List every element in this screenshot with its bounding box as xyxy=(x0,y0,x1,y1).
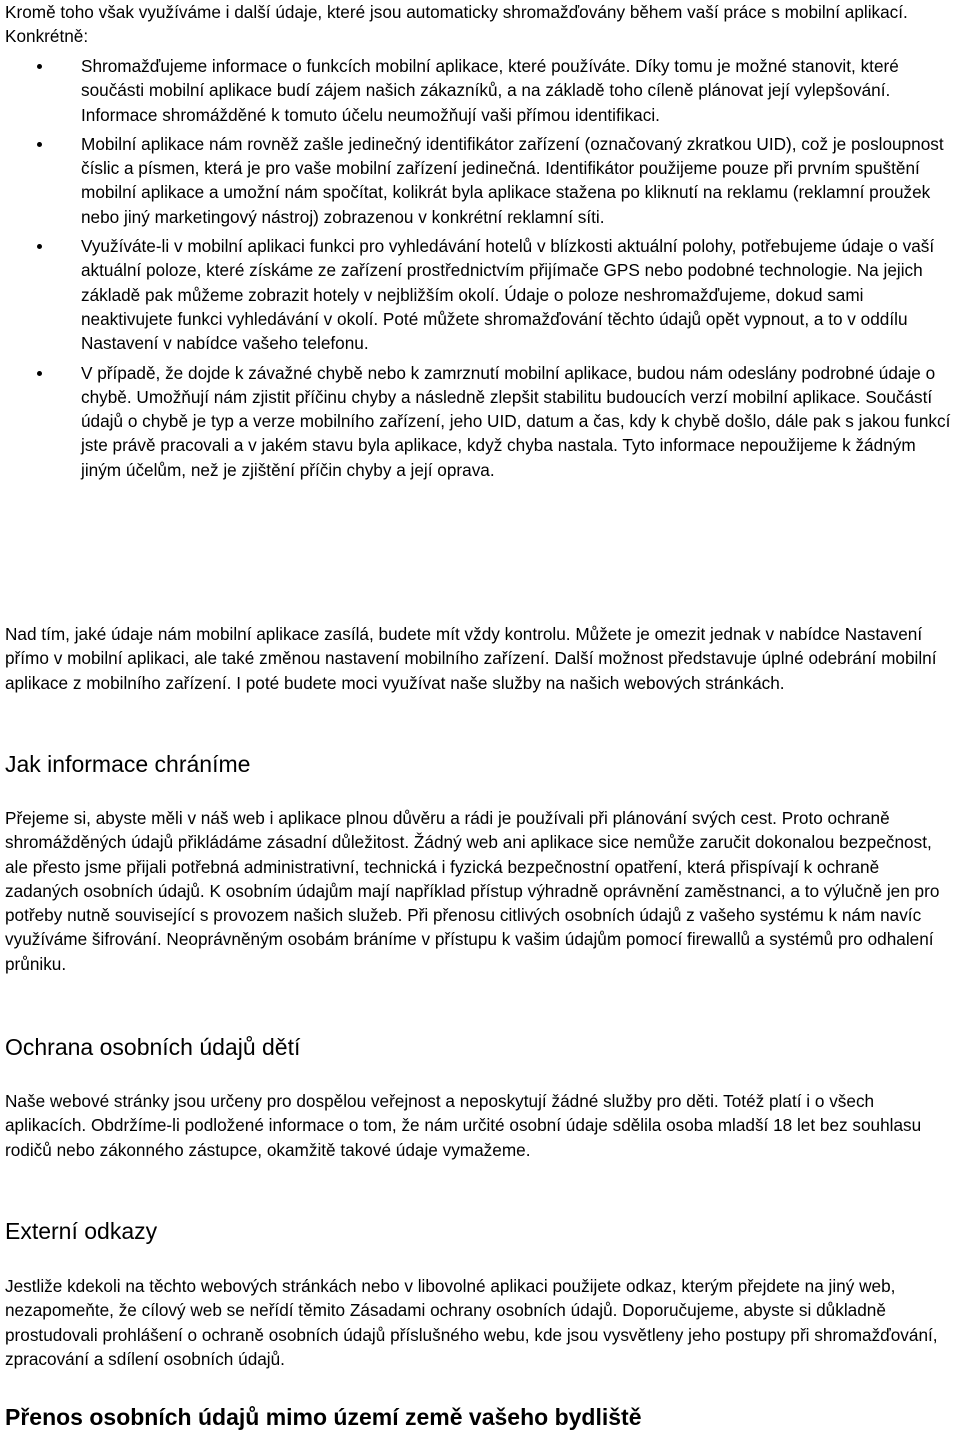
list-item xyxy=(0,361,960,482)
section-heading-protection: Jak informace chráníme xyxy=(5,751,251,777)
list-item-text: Využíváte-li v mobilní aplikaci funkci pro vyhledávání hotelů v blízkosti aktuální polohy, potřebujeme údaje o vaší aktuální poloze, které získáme ze zařízení prostřednictvím přijímače GPS nebo podobné technologie. Na jejich základě pak můžeme zobrazit hotely v nejbližším okolí. Údaje o poloze neshromažďujeme, dokud sami neaktivujete funkci vyhledávání v okolí. Poté můžete shromažďování těchto údajů opět vypnout, a to v oddílu Nastavení v nabídce vašeho telefonu. xyxy=(81,236,935,354)
list-item xyxy=(0,234,960,355)
intro-paragraph: Kromě toho však využíváme i další údaje, které jsou automaticky shromažďovány během vaší práce s mobilní aplikací. Konkrétně: xyxy=(5,2,908,47)
list-item xyxy=(0,54,960,127)
list-item xyxy=(0,132,960,229)
section-heading-transfer: Přenos osobních údajů mimo území země vašeho bydliště xyxy=(5,1404,642,1430)
list-item-text: V případě, že dojde k závažné chybě nebo k zamrznutí mobilní aplikace, budou nám odeslány podrobné údaje o chybě. Umožňují nám zjistit příčinu chyby a následně zlepšit stabilitu budoucích verzí mobilní aplikace. Součástí údajů o chybě je typ a verze mobilního zařízení, jeho UID, datum a čas, kdy k chybě došlo, dále pak s jakou funkcí jste právě pracovali a v jakém stavu byla aplikace, když chyba nastala. Tyto informace nepoužijeme k žádným jiným účelům, než je zjištění příčin chyby a její oprava. xyxy=(81,362,951,480)
section-text-external: Jestliže kdekoli na těchto webových stránkách nebo v libovolné aplikaci použijete odkaz, kterým přejdete na jiný web, nezapomeňte, že cílový web se neřídí těmito Zásadami ochrany osobních údajů. Doporučujeme, abyste si důkladně prostudovali prohlášení o ochraně osobních údajů příslušného webu, kde jsou vysvětleny jeho postupy při shromažďování, zpracování a sdílení osobních údajů. xyxy=(5,1276,938,1369)
bullet-icon xyxy=(37,244,42,249)
bullet-icon xyxy=(37,142,42,147)
section-text-children: Naše webové stránky jsou určeny pro dospělou veřejnost a neposkytují žádné služby pro děti. Totéž platí i o všech aplikacích. Obdržíme-li podložené informace o tom, že nám určité osobní údaje sdělila osoba mladší 18 let bez souhlasu rodičů nebo zákonného zástupce, okamžitě takové údaje vymažeme. xyxy=(5,1091,922,1160)
section-text-protection: Přejeme si, abyste měli v náš web i aplikace plnou důvěru a rádi je používali při plánování svých cest. Proto ochraně shromážděných údajů přikládáme zásadní důležitost. Žádný web ani aplikace sice nemůže zaručit dokonalou bezpečnost, ale přesto jsme přijali potřebná administrativní, technická i fyzická bezpečnostní opatření, která přispívají k ochraně zadaných osobních údajů. K osobním údajům mají například přístup výhradně oprávnění zaměstnanci, a to výlučně jen pro potřeby nutně související s provozem našich služeb. Při přenosu citlivých osobních údajů z vašeho systému k nám navíc využíváme šifrování. Neoprávněným osobám bráníme v přístupu k vašim údajům pomocí firewallů a systémů pro odhalení průniku. xyxy=(5,808,940,974)
section-heading-external: Externí odkazy xyxy=(5,1218,158,1244)
bullet-icon xyxy=(37,64,42,69)
list-item-text: Shromažďujeme informace o funkcích mobilní aplikace, které používáte. Díky tomu je možné stanovit, které součásti mobilní aplikace budí zájem našich zákazníků, a na základě toho cíleně plánovat její vylepšování. Informace shromážděné k tomuto účelu neumožňují vaši přímou identifikaci. xyxy=(81,56,899,125)
bullet-icon xyxy=(37,371,42,376)
data-collection-list xyxy=(0,54,960,487)
list-item-text: Mobilní aplikace nám rovněž zašle jedinečný identifikátor zařízení (označovaný zkratkou UID), což je posloupnost číslic a písmen, která je pro vaše mobilní zařízení jedinečná. Identifikátor použijeme pouze při prvním spuštění mobilní aplikace a umožní nám spočítat, kolikrát byla aplikace stažena po kliknutí na reklamu (reklamní proužek nebo jiný marketingový nástroj) zobrazenou v konkrétní reklamní síti. xyxy=(81,133,944,227)
control-paragraph: Nad tím, jaké údaje nám mobilní aplikace zasílá, budete mít vždy kontrolu. Můžete je omezit jednak v nabídce Nastavení přímo v mobilní aplikaci, ale také změnou nastavení mobilního zařízení. Další možnost představuje úplné odebrání mobilní aplikace z mobilního zařízení. I poté budete moci využívat naše služby na našich webových stránkách. xyxy=(5,624,937,693)
section-heading-children: Ochrana osobních údajů dětí xyxy=(5,1034,301,1060)
